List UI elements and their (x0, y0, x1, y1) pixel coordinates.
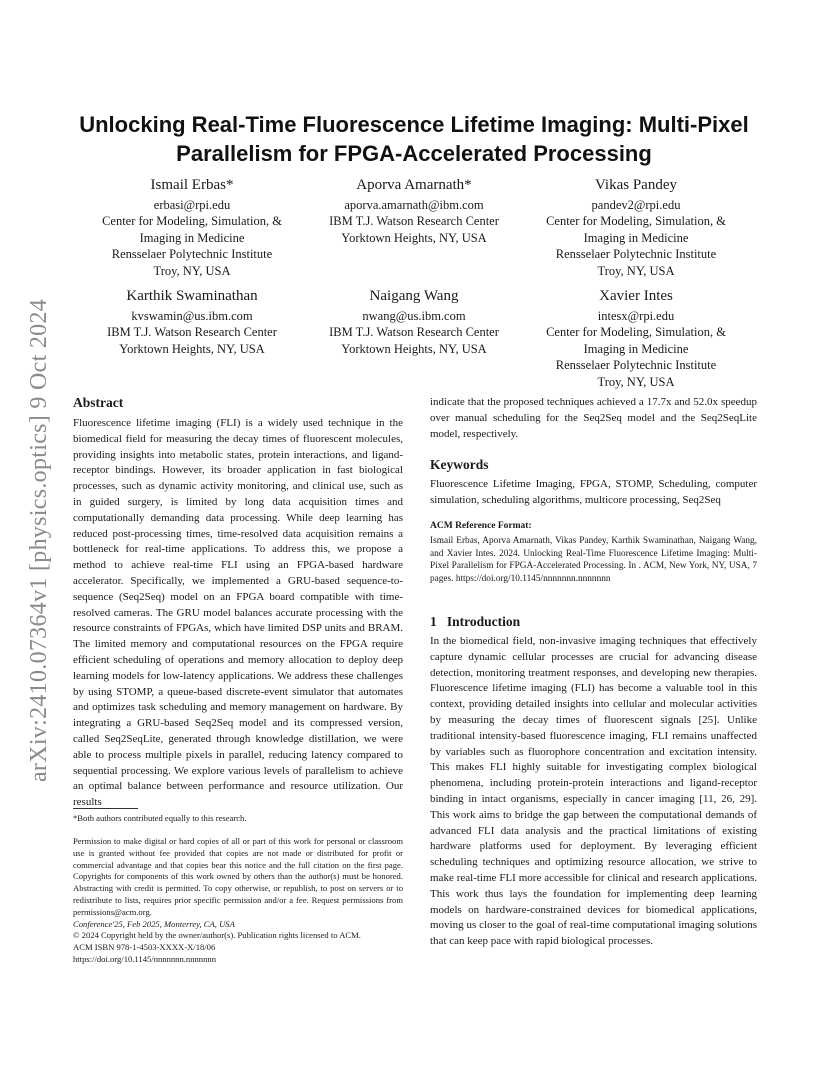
author-name: Ismail Erbas* (150, 177, 234, 193)
author-block-6 (521, 287, 751, 390)
author-name: Karthik Swaminathan (126, 288, 258, 304)
arxiv-id: arXiv:2410.07364v1 [physics.optics] 9 Oct 2024 (26, 298, 53, 782)
paper-title: Unlocking Real-Time Fluorescence Lifetime Imaging: Multi-Pixel Parallelism for FPGA-Accelerated Processing (79, 112, 749, 166)
author-email: nwang@us.ibm.com (362, 309, 466, 323)
author-block-3 (521, 176, 751, 279)
author-email: erbasi@rpi.edu (153, 198, 231, 212)
acm-ref-heading: ACM Reference Format: (430, 521, 532, 531)
permission-block (73, 836, 403, 966)
author-affiliation: Troy, NY, USA (597, 374, 675, 389)
doi-line: https://doi.org/10.1145/nnnnnnn.nnnnnnn (73, 953, 216, 964)
author-affiliation: Troy, NY, USA (597, 263, 675, 278)
abstract-body (73, 416, 403, 811)
author-name: Xavier Intes (599, 288, 673, 304)
author-name: Vikas Pandey (594, 177, 677, 193)
keywords-text: Fluorescence Lifetime Imaging, FPGA, STOMP, Scheduling, computer simulation, scheduling algorithms, multicore processing, Seq2Seq (430, 478, 757, 506)
author-block-1 (77, 176, 307, 279)
acm-ref-text: Ismail Erbas, Aporva Amarnath, Vikas Pandey, Karthik Swaminathan, Naigang Wang, and Xavier Intes. 2024. Unlocking Real-Time Fluorescence Lifetime Imaging: Multi-Pixel Parallelism for FPGA-Accelerated Processing. In . ACM, New York, NY, USA, 7 pages. https://doi.org/10.1145/nnnnnnn.nnnnnnn (430, 536, 757, 584)
author-affiliation: Imaging in Medicine (139, 230, 245, 245)
intro-section-title: Introduction (446, 614, 521, 629)
author-affiliation: IBM T.J. Watson Research Center (107, 325, 277, 340)
author-affiliation: Yorktown Heights, NY, USA (119, 341, 265, 356)
intro-section-number: 1 (430, 614, 437, 629)
author-affiliation: IBM T.J. Watson Research Center (329, 214, 499, 229)
author-affiliation: Yorktown Heights, NY, USA (341, 230, 487, 245)
abstract-text: Fluorescence lifetime imaging (FLI) is a widely used technique in the biomedical field for measuring the decay times of fluorescent molecules, providing insights into metabolic states, protein interactions, and ligand-receptor bindings. However, its broader application in fast biological processes, such as dynamic activity monitoring, and clinical use, such as in guided surgery, is limited by long data acquisition times and computationally demanding data processing. While deep learning has reduced post-processing times, time-resolved data acquisition remains a bottleneck for real-time applications. To address this, we propose a method to achieve real-time FLI using an FPGA-based hardware accelerator. Specifically, we implemented a GRU-based sequence-to-sequence (Seq2Seq) model on an FPGA board compatible with time-resolved cameras. The GRU model balances accurate processing with the resource constraints of FPGAs, which have limited DSP units and BRAM. The limited memory and computational resources on the FPGA require efficient scheduling of operations and memory allocation to deploy deep learning models for low-latency applications. We address these challenges by using STOMP, a queue-based discrete-event simulator that automates and optimizes task scheduling and memory management on hardware. By integrating a GRU-based Seq2Seq model and its compressed version, called Seq2SeqLite, generated through knowledge distillation, we were able to process multiple pixels in parallel, reducing latency compared to sequential processing. We explore various levels of parallelism to achieve an optimal balance between performance and resource utilization. Our results (73, 417, 403, 809)
author-affiliation: Rensselaer Polytechnic Institute (111, 247, 273, 262)
author-email: pandev2@rpi.edu (591, 198, 681, 212)
author-email: aporva.amarnath@ibm.com (344, 198, 484, 212)
author-email: intesx@rpi.edu (597, 309, 675, 323)
author-affiliation: IBM T.J. Watson Research Center (329, 325, 499, 340)
author-affiliation: Imaging in Medicine (583, 230, 689, 245)
author-block-5 (299, 287, 529, 357)
permission-text: Permission to make digital or hard copies of all or part of this work for personal or classroom use is granted without fee provided that copies are not made or distributed for profit or commercial advantage and that copies bear this notice and the full citation on the first page. Copyrights for components of this work owned by others than the author(s) must be honored. Abstracting with credit is permitted. To copy otherwise, or republish, to post on servers or to redistribute to lists, requires prior specific permission and/or a fee. Request permissions from permissions@acm.org. (73, 836, 403, 917)
abstract-continued-text: indicate that the proposed techniques achieved a 17.7x and 52.0x speedup over manual scheduling for the Seq2Seq model and the Seq2SeqLite model, respectively. (430, 396, 757, 440)
author-affiliation: Center for Modeling, Simulation, & (546, 325, 726, 340)
author-name: Naigang Wang (369, 288, 459, 304)
author-affiliation: Rensselaer Polytechnic Institute (555, 247, 717, 262)
keywords-heading: Keywords (430, 457, 489, 472)
conference-line: Conference'25, Feb 2025, Monterrey, CA, USA (73, 918, 235, 929)
footnote-rule (73, 808, 138, 809)
author-affiliation: Center for Modeling, Simulation, & (546, 214, 726, 229)
abstract-continued (430, 395, 757, 442)
intro-body (430, 634, 757, 950)
intro-heading (430, 614, 520, 630)
arxiv-stamp (22, 260, 58, 820)
keywords-body (430, 477, 757, 509)
author-affiliation: Rensselaer Polytechnic Institute (555, 358, 717, 373)
author-email: kvswamin@us.ibm.com (131, 309, 253, 323)
author-name: Aporva Amarnath* (356, 177, 472, 193)
author-block-2 (299, 176, 529, 246)
intro-text: In the biomedical field, non-invasive imaging techniques that effectively capture dynamic cellular processes are crucial for advancing disease detection, monitoring treatment responses, and developing new therapies. Fluorescence lifetime imaging (FLI) has become a valuable tool in this context, providing detailed insights into cellular and molecular activities by measuring the decay times of fluorescent signals [25]. Unlike traditional intensity-based fluorescence imaging, FLI remains unaffected by variables such as fluorophore concentration and excitation intensity. This makes FLI highly suitable for investigating complex biological phenomena, including protein-protein interactions and ligand-receptor binding in intact organisms, especially in cancer imaging [11, 26, 29]. This work aims to bridge the gap between the computational demands of advanced FLI data analysis and the practical limitations of existing hardware platforms used for deployment. By leveraging efficient scheduling techniques and optimizing resource allocation, we strive to make real-time FLI more accessible for clinical and research applications. This work thus lays the foundation for implementing deep learning models on hardware-constrained devices for biomedical applications, moving us closer to the goal of real-time computational imaging solutions that can keep pace with rapid biological processes. (430, 635, 757, 948)
author-affiliation: Imaging in Medicine (583, 341, 689, 356)
author-affiliation: Center for Modeling, Simulation, & (102, 214, 282, 229)
footnote: *Both authors contributed equally to this research. (73, 813, 247, 823)
isbn-line: ACM ISBN 978-1-4503-XXXX-X/18/06 (73, 942, 216, 953)
abstract-heading: Abstract (73, 395, 124, 410)
copyright-line: © 2024 Copyright held by the owner/author(s). Publication rights licensed to ACM. (73, 930, 361, 941)
author-affiliation: Yorktown Heights, NY, USA (341, 341, 487, 356)
author-block-4 (77, 287, 307, 357)
author-affiliation: Troy, NY, USA (153, 263, 231, 278)
